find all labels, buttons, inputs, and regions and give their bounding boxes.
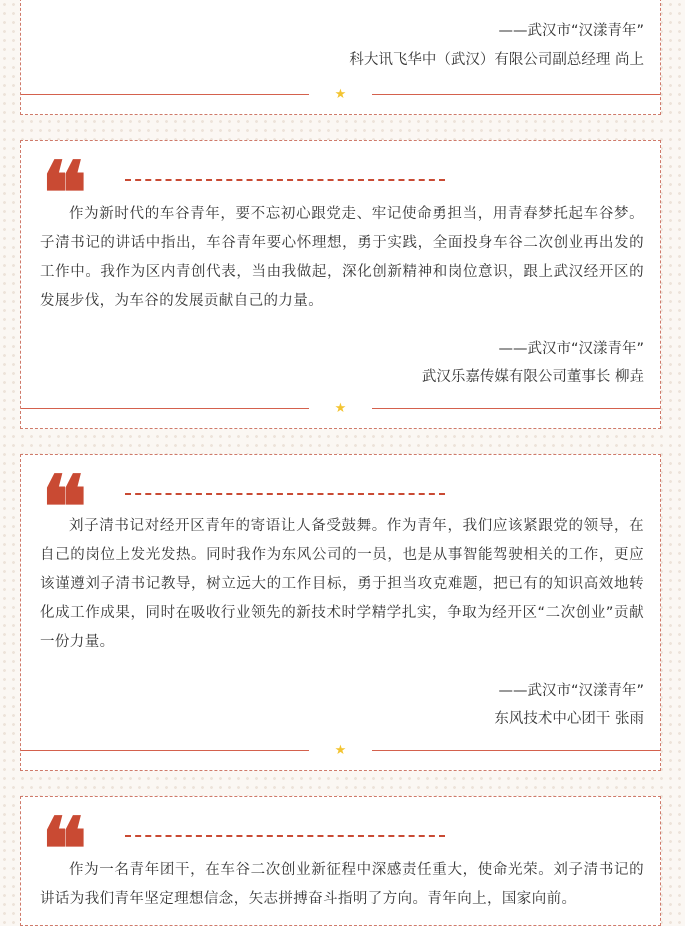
quote-card-2 bbox=[20, 140, 661, 429]
quote-dashed-line bbox=[125, 493, 445, 495]
author-name: 武汉乐嘉传媒有限公司董事长 柳垚 bbox=[421, 369, 644, 385]
quote-body: 作为一名青年团干，在车谷二次创业新征程中深感责任重大，使命光荣。刘子清书记的讲话为我们青年坚定理想信念，矢志拼搏奋斗指明了方向。青年向上，国家向前。 bbox=[40, 862, 644, 907]
quote-header bbox=[41, 457, 660, 558]
divider-line-right bbox=[372, 94, 660, 95]
author-title: ——武汉市“汉漾青年” bbox=[498, 341, 644, 357]
quote-card-3 bbox=[20, 454, 661, 771]
divider-line-right bbox=[372, 750, 660, 751]
divider-line-left bbox=[21, 750, 309, 751]
card-divider bbox=[21, 402, 660, 416]
author-name: 科大讯飞华中（武汉）有限公司副总经理 尚上 bbox=[349, 52, 644, 68]
quote-icon: ❝ bbox=[41, 143, 80, 244]
quote-icon: ❝ bbox=[41, 799, 80, 900]
quote-dashed-line bbox=[125, 835, 445, 837]
author-title: ——武汉市“汉漾青年” bbox=[498, 683, 644, 699]
author-name: 东风技术中心团干 张雨 bbox=[494, 711, 644, 727]
star-icon: ★ bbox=[334, 87, 347, 102]
star-icon: ★ bbox=[334, 401, 347, 416]
quote-card-4 bbox=[20, 796, 661, 926]
quote-header bbox=[41, 143, 660, 244]
star-icon: ★ bbox=[334, 743, 347, 758]
quote-icon: ❝ bbox=[41, 457, 80, 558]
divider-line-left bbox=[21, 408, 309, 409]
author-title: ——武汉市“汉漾青年” bbox=[498, 23, 644, 39]
quote-body: 刘子清书记对经开区青年的寄语让人备受鼓舞。作为青年，我们应该紧跟党的领导，在自己的岗位上发光发热。同时我作为东风公司的一员，也是从事智能驾驶相关的工作，更应该谨遵刘子清书记教导，树立远大的工作目标，勇于担当攻克难题，把已有的知识高效地转化成工作成果，同时在吸收行业领先的新技术时学精学扎实，争取为经开区“二次创业”贡献一份力量。 bbox=[40, 518, 644, 650]
card-divider bbox=[21, 744, 660, 758]
divider-line-left bbox=[21, 94, 309, 95]
divider-line-right bbox=[372, 408, 660, 409]
card-divider bbox=[21, 88, 660, 102]
quote-body: 作为新时代的车谷青年，要不忘初心跟党走、牢记使命勇担当，用青春梦托起车谷梦。子清书记的讲话中指出，车谷青年要心怀理想，勇于实践，全面投身车谷二次创业再出发的工作中。我作为区内青创代表，当由我做起，深化创新精神和岗位意识，跟上武汉经开区的发展步伐，为车谷的发展贡献自己的力量。 bbox=[40, 206, 644, 309]
quote-card-1 bbox=[20, 0, 661, 115]
quote-dashed-line bbox=[125, 179, 445, 181]
